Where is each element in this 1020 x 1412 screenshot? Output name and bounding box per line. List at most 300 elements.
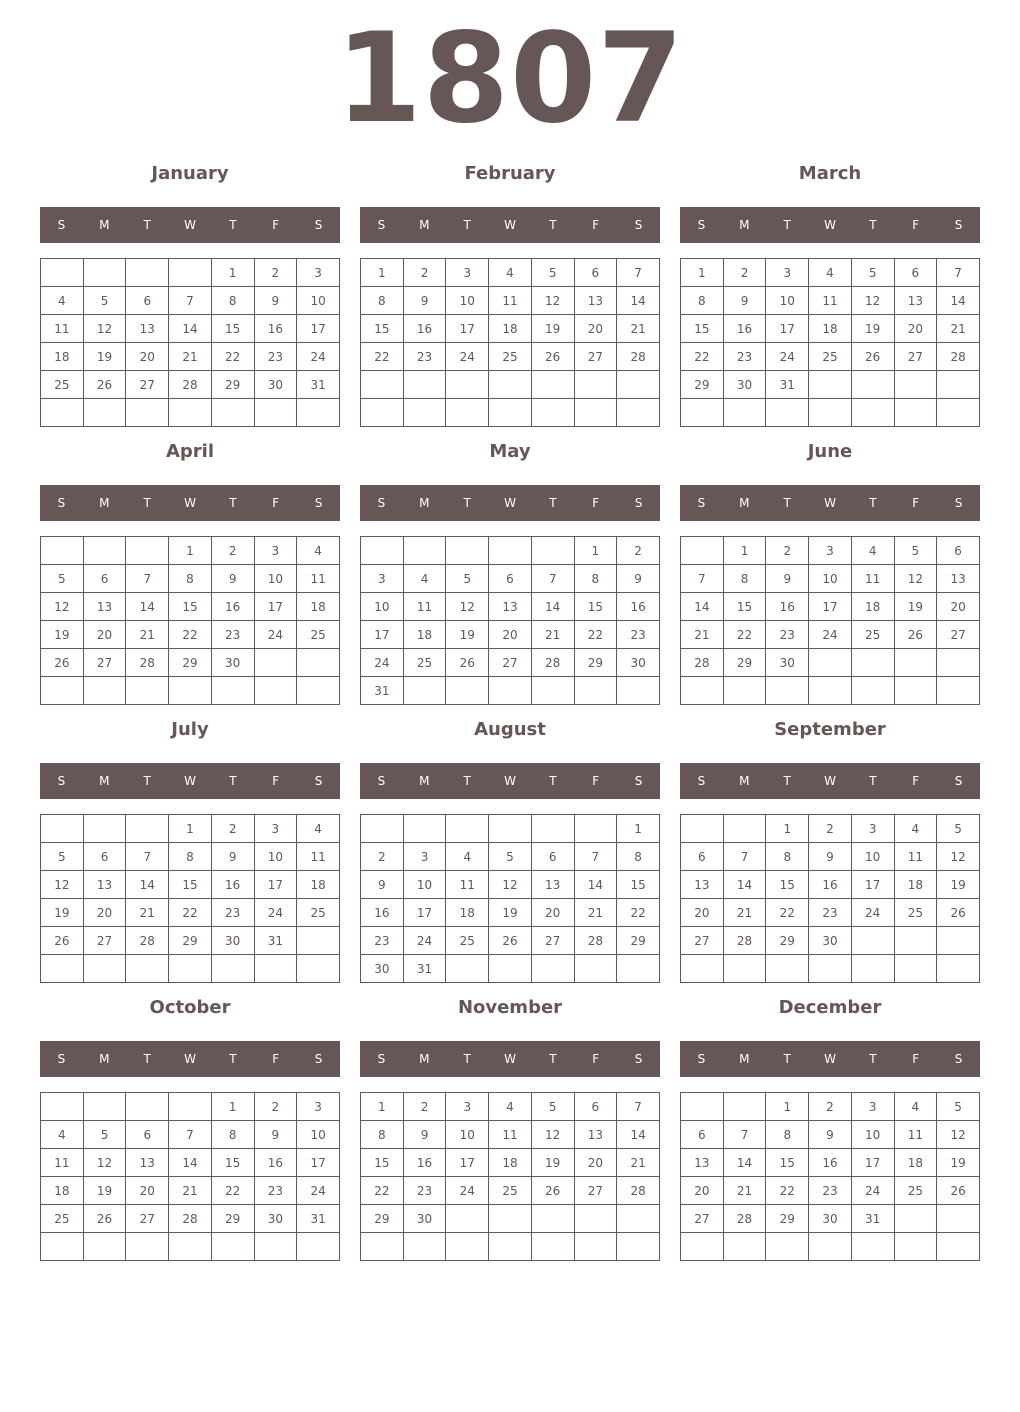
day-cell: 19: [851, 315, 894, 343]
day-cell: 19: [83, 1177, 126, 1205]
empty-cell: [681, 1093, 724, 1121]
day-cell: 21: [723, 1177, 766, 1205]
weekday-label: S: [634, 218, 643, 232]
day-cell: 24: [766, 343, 809, 371]
weekday-label: S: [954, 774, 963, 788]
week-row: [681, 565, 980, 593]
empty-cell: [169, 1233, 212, 1261]
weekday-label: T: [143, 496, 151, 510]
empty-cell: [617, 371, 660, 399]
empty-cell: [403, 1233, 446, 1261]
weekday-label: M: [739, 1052, 750, 1066]
empty-cell: [809, 399, 852, 427]
day-cell: 29: [361, 1205, 404, 1233]
day-cell: 20: [126, 343, 169, 371]
day-cell: 10: [403, 871, 446, 899]
week-row: [681, 815, 980, 843]
empty-cell: [851, 1233, 894, 1261]
empty-cell: [254, 677, 297, 705]
day-cell: 6: [681, 1121, 724, 1149]
day-cell: 25: [446, 927, 489, 955]
week-row: [41, 649, 340, 677]
day-cell: 18: [851, 593, 894, 621]
weekday-header: [680, 1041, 980, 1077]
day-cell: 25: [41, 371, 84, 399]
week-row: [361, 843, 660, 871]
day-cell: 26: [937, 1177, 980, 1205]
day-grid: [680, 258, 980, 427]
day-cell: 5: [41, 843, 84, 871]
empty-cell: [809, 1233, 852, 1261]
week-row: [361, 1121, 660, 1149]
week-row: [361, 1149, 660, 1177]
day-cell: 16: [254, 315, 297, 343]
empty-cell: [446, 815, 489, 843]
day-cell: 22: [361, 1177, 404, 1205]
day-cell: 11: [851, 565, 894, 593]
day-grid: [680, 536, 980, 705]
empty-cell: [851, 677, 894, 705]
week-row: [41, 1149, 340, 1177]
day-cell: 30: [766, 649, 809, 677]
empty-cell: [574, 815, 617, 843]
day-cell: 24: [297, 1177, 340, 1205]
empty-cell: [126, 1093, 169, 1121]
day-cell: 13: [83, 593, 126, 621]
week-row: [41, 1093, 340, 1121]
week-row: [41, 815, 340, 843]
week-row: [681, 843, 980, 871]
weekday-label: S: [634, 774, 643, 788]
day-cell: 24: [297, 343, 340, 371]
empty-cell: [403, 815, 446, 843]
day-cell: 17: [851, 1149, 894, 1177]
day-cell: 15: [211, 1149, 254, 1177]
day-cell: 24: [361, 649, 404, 677]
day-cell: 10: [297, 1121, 340, 1149]
day-cell: 26: [83, 1205, 126, 1233]
day-cell: 13: [681, 871, 724, 899]
weekday-label: M: [99, 774, 110, 788]
week-row: [41, 621, 340, 649]
weekday-label: T: [549, 774, 557, 788]
day-cell: 25: [489, 1177, 532, 1205]
weekday-label: W: [504, 218, 516, 232]
day-cell: 4: [297, 815, 340, 843]
empty-cell: [297, 927, 340, 955]
week-row: [361, 565, 660, 593]
empty-cell: [297, 649, 340, 677]
day-cell: 13: [126, 1149, 169, 1177]
week-row: [41, 259, 340, 287]
day-cell: 13: [681, 1149, 724, 1177]
day-cell: 27: [681, 1205, 724, 1233]
day-cell: 29: [681, 371, 724, 399]
week-row: [681, 899, 980, 927]
weekday-label: F: [272, 218, 280, 232]
day-cell: 9: [254, 1121, 297, 1149]
day-cell: 18: [809, 315, 852, 343]
weekday-header: [680, 207, 980, 243]
day-cell: 5: [446, 565, 489, 593]
empty-cell: [446, 1233, 489, 1261]
week-row: [41, 343, 340, 371]
day-cell: 18: [446, 899, 489, 927]
day-cell: 16: [723, 315, 766, 343]
weekday-label: T: [463, 218, 471, 232]
year-title: 1807: [335, 7, 685, 151]
day-cell: 20: [83, 899, 126, 927]
day-cell: 28: [723, 1205, 766, 1233]
empty-cell: [361, 399, 404, 427]
day-cell: 18: [41, 1177, 84, 1205]
day-cell: 12: [83, 315, 126, 343]
week-row: [41, 1233, 340, 1261]
day-cell: 6: [83, 843, 126, 871]
day-cell: 23: [211, 899, 254, 927]
week-row: [41, 677, 340, 705]
day-grid: [40, 258, 340, 427]
day-cell: 12: [531, 1121, 574, 1149]
day-cell: 15: [766, 871, 809, 899]
day-cell: 9: [211, 565, 254, 593]
empty-cell: [851, 649, 894, 677]
day-cell: 29: [169, 927, 212, 955]
week-row: [41, 899, 340, 927]
weekday-label: T: [783, 218, 791, 232]
day-grid: [360, 1092, 660, 1261]
day-cell: 11: [41, 1149, 84, 1177]
day-cell: 12: [41, 593, 84, 621]
day-cell: 2: [723, 259, 766, 287]
weekday-label: M: [739, 218, 750, 232]
day-cell: 28: [169, 1205, 212, 1233]
day-cell: 18: [894, 1149, 937, 1177]
month-name: March: [798, 163, 862, 184]
day-cell: 28: [937, 343, 980, 371]
weekday-label: S: [57, 774, 66, 788]
day-cell: 9: [403, 287, 446, 315]
empty-cell: [211, 1233, 254, 1261]
day-cell: 20: [681, 1177, 724, 1205]
month-name: November: [457, 997, 563, 1018]
empty-cell: [723, 1233, 766, 1261]
weekday-label: S: [57, 496, 66, 510]
day-cell: 30: [361, 955, 404, 983]
day-cell: 15: [361, 1149, 404, 1177]
day-cell: 26: [41, 927, 84, 955]
day-cell: 17: [446, 315, 489, 343]
empty-cell: [937, 1205, 980, 1233]
day-cell: 17: [766, 315, 809, 343]
day-cell: 4: [489, 1093, 532, 1121]
week-row: [681, 1233, 980, 1261]
day-cell: 22: [361, 343, 404, 371]
weekday-label: T: [869, 218, 877, 232]
week-row: [681, 871, 980, 899]
day-cell: 4: [446, 843, 489, 871]
empty-cell: [809, 649, 852, 677]
empty-cell: [403, 677, 446, 705]
weekday-label: W: [824, 1052, 836, 1066]
weekday-label: M: [419, 218, 430, 232]
day-grid: [360, 814, 660, 983]
empty-cell: [617, 677, 660, 705]
day-cell: 19: [83, 343, 126, 371]
day-cell: 15: [766, 1149, 809, 1177]
day-cell: 29: [617, 927, 660, 955]
day-cell: 4: [297, 537, 340, 565]
day-cell: 28: [617, 343, 660, 371]
week-row: [681, 621, 980, 649]
month-name: May: [489, 441, 531, 462]
week-row: [681, 399, 980, 427]
day-cell: 6: [83, 565, 126, 593]
day-cell: 23: [766, 621, 809, 649]
day-cell: 24: [851, 899, 894, 927]
day-cell: 7: [574, 843, 617, 871]
day-grid: [680, 814, 980, 983]
day-cell: 10: [254, 843, 297, 871]
day-cell: 30: [809, 927, 852, 955]
weekday-label: S: [314, 1052, 323, 1066]
day-cell: 26: [894, 621, 937, 649]
day-grid: [40, 536, 340, 705]
empty-cell: [766, 1233, 809, 1261]
weekday-label: M: [419, 774, 430, 788]
day-cell: 17: [403, 899, 446, 927]
day-cell: 15: [361, 315, 404, 343]
weekday-header: [360, 485, 660, 521]
empty-cell: [531, 537, 574, 565]
day-cell: 20: [531, 899, 574, 927]
day-cell: 10: [851, 1121, 894, 1149]
day-cell: 15: [211, 315, 254, 343]
day-grid: [40, 1092, 340, 1261]
weekday-label: W: [824, 218, 836, 232]
week-row: [681, 259, 980, 287]
day-cell: 14: [126, 593, 169, 621]
day-cell: 17: [361, 621, 404, 649]
day-cell: 27: [937, 621, 980, 649]
empty-cell: [297, 677, 340, 705]
day-cell: 12: [894, 565, 937, 593]
weekday-label: W: [184, 1052, 196, 1066]
weekday-label: M: [99, 496, 110, 510]
day-cell: 31: [361, 677, 404, 705]
week-row: [41, 537, 340, 565]
week-row: [361, 537, 660, 565]
day-cell: 23: [254, 1177, 297, 1205]
week-row: [361, 287, 660, 315]
day-cell: 9: [403, 1121, 446, 1149]
empty-cell: [446, 677, 489, 705]
weekday-label: M: [99, 218, 110, 232]
day-cell: 23: [403, 343, 446, 371]
empty-cell: [446, 537, 489, 565]
day-cell: 8: [681, 287, 724, 315]
empty-cell: [894, 955, 937, 983]
day-cell: 30: [617, 649, 660, 677]
day-cell: 19: [531, 1149, 574, 1177]
day-cell: 16: [809, 871, 852, 899]
day-cell: 31: [254, 927, 297, 955]
day-cell: 4: [894, 815, 937, 843]
month-name: April: [165, 441, 215, 462]
empty-cell: [83, 815, 126, 843]
day-cell: 20: [83, 621, 126, 649]
day-cell: 16: [403, 1149, 446, 1177]
day-cell: 2: [254, 259, 297, 287]
empty-cell: [169, 399, 212, 427]
day-cell: 26: [83, 371, 126, 399]
empty-cell: [41, 1233, 84, 1261]
day-cell: 16: [254, 1149, 297, 1177]
empty-cell: [446, 1205, 489, 1233]
day-cell: 3: [446, 259, 489, 287]
day-cell: 10: [446, 1121, 489, 1149]
day-cell: 14: [617, 287, 660, 315]
weekday-label: F: [592, 774, 600, 788]
week-row: [41, 371, 340, 399]
empty-cell: [531, 399, 574, 427]
day-cell: 9: [254, 287, 297, 315]
day-cell: 21: [126, 899, 169, 927]
empty-cell: [574, 399, 617, 427]
weekday-label: S: [697, 218, 706, 232]
day-cell: 24: [446, 1177, 489, 1205]
day-cell: 27: [681, 927, 724, 955]
empty-cell: [169, 1093, 212, 1121]
empty-cell: [531, 1233, 574, 1261]
day-cell: 31: [851, 1205, 894, 1233]
weekday-label: M: [739, 774, 750, 788]
empty-cell: [574, 1205, 617, 1233]
empty-cell: [41, 1093, 84, 1121]
day-cell: 25: [894, 899, 937, 927]
day-cell: 14: [574, 871, 617, 899]
week-row: [681, 1121, 980, 1149]
weekday-label: S: [954, 1052, 963, 1066]
day-cell: 3: [809, 537, 852, 565]
weekday-label: S: [954, 218, 963, 232]
weekday-header: [680, 485, 980, 521]
weekday-label: F: [912, 774, 920, 788]
day-cell: 18: [489, 315, 532, 343]
weekday-header: [360, 207, 660, 243]
day-cell: 22: [617, 899, 660, 927]
weekday-label: T: [869, 1052, 877, 1066]
day-cell: 12: [531, 287, 574, 315]
day-cell: 18: [403, 621, 446, 649]
day-cell: 27: [83, 649, 126, 677]
day-cell: 17: [851, 871, 894, 899]
weekday-label: T: [229, 1052, 237, 1066]
day-cell: 23: [403, 1177, 446, 1205]
week-row: [361, 1093, 660, 1121]
week-row: [361, 259, 660, 287]
empty-cell: [937, 677, 980, 705]
day-cell: 13: [894, 287, 937, 315]
day-cell: 31: [766, 371, 809, 399]
day-cell: 16: [809, 1149, 852, 1177]
empty-cell: [723, 1093, 766, 1121]
day-cell: 15: [723, 593, 766, 621]
day-cell: 27: [126, 1205, 169, 1233]
day-cell: 8: [211, 1121, 254, 1149]
empty-cell: [489, 955, 532, 983]
empty-cell: [297, 955, 340, 983]
day-cell: 20: [574, 1149, 617, 1177]
day-cell: 22: [169, 899, 212, 927]
week-row: [681, 537, 980, 565]
day-cell: 10: [766, 287, 809, 315]
day-cell: 2: [361, 843, 404, 871]
week-row: [361, 1177, 660, 1205]
day-cell: 28: [723, 927, 766, 955]
day-cell: 15: [681, 315, 724, 343]
day-cell: 7: [617, 1093, 660, 1121]
day-cell: 13: [489, 593, 532, 621]
empty-cell: [574, 955, 617, 983]
day-cell: 12: [83, 1149, 126, 1177]
day-cell: 25: [41, 1205, 84, 1233]
day-cell: 14: [169, 1149, 212, 1177]
week-row: [681, 371, 980, 399]
day-cell: 28: [169, 371, 212, 399]
day-cell: 21: [574, 899, 617, 927]
day-cell: 16: [211, 593, 254, 621]
weekday-label: M: [419, 496, 430, 510]
day-cell: 21: [617, 315, 660, 343]
day-cell: 1: [681, 259, 724, 287]
week-row: [681, 1177, 980, 1205]
empty-cell: [361, 815, 404, 843]
day-cell: 6: [937, 537, 980, 565]
day-cell: 2: [617, 537, 660, 565]
day-cell: 26: [531, 343, 574, 371]
empty-cell: [937, 955, 980, 983]
day-cell: 3: [297, 1093, 340, 1121]
day-cell: 6: [531, 843, 574, 871]
weekday-label: S: [57, 1052, 66, 1066]
weekday-label: T: [549, 496, 557, 510]
day-cell: 29: [211, 371, 254, 399]
day-cell: 8: [211, 287, 254, 315]
empty-cell: [766, 399, 809, 427]
empty-cell: [403, 371, 446, 399]
weekday-label: T: [143, 774, 151, 788]
day-cell: 27: [894, 343, 937, 371]
empty-cell: [41, 815, 84, 843]
day-cell: 23: [809, 1177, 852, 1205]
weekday-label: F: [272, 774, 280, 788]
day-cell: 4: [851, 537, 894, 565]
day-cell: 5: [41, 565, 84, 593]
day-cell: 2: [403, 259, 446, 287]
day-cell: 8: [169, 843, 212, 871]
day-cell: 7: [723, 843, 766, 871]
day-cell: 18: [297, 871, 340, 899]
weekday-label: S: [377, 1052, 386, 1066]
day-cell: 31: [403, 955, 446, 983]
empty-cell: [531, 677, 574, 705]
weekday-label: W: [184, 218, 196, 232]
day-cell: 25: [809, 343, 852, 371]
weekday-label: W: [504, 496, 516, 510]
weekday-label: F: [592, 218, 600, 232]
weekday-header: [680, 763, 980, 799]
